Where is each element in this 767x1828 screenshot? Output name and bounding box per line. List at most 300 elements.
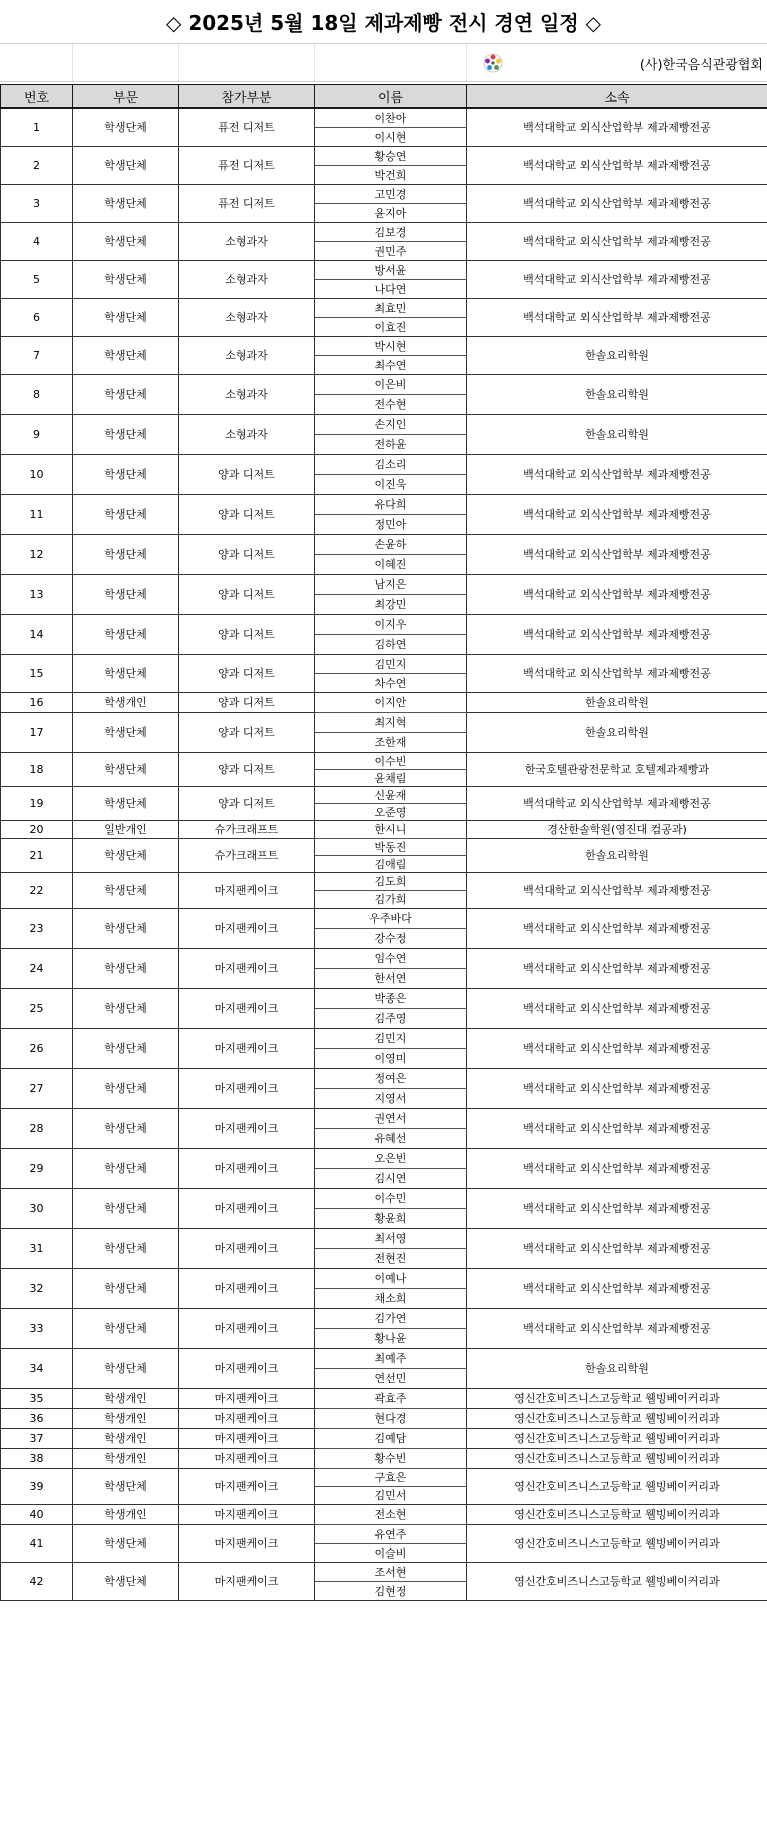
cell-category: 양과 디저트: [179, 786, 315, 820]
cell-number: 42: [1, 1562, 73, 1600]
cell-name: 김시연: [315, 1168, 467, 1188]
cell-name: 최강민: [315, 594, 467, 614]
cell-name: 현다경: [315, 1408, 467, 1428]
cell-name: 최수연: [315, 355, 467, 374]
cell-division: 학생단체: [73, 1268, 179, 1308]
cell-name: 조한재: [315, 732, 467, 752]
cell-category: 소형과자: [179, 222, 315, 260]
cell-division: 일반개인: [73, 820, 179, 838]
cell-category: 양과 디저트: [179, 454, 315, 494]
cell-number: 7: [1, 336, 73, 374]
cell-category: 마지팬케이크: [179, 1228, 315, 1268]
cell-affiliation: 백석대학교 외식산업학부 제과제빵전공: [467, 108, 767, 146]
cell-name: 이수빈: [315, 752, 467, 769]
cell-name: 전하윤: [315, 434, 467, 454]
cell-affiliation: 영신간호비즈니스고등학교 웰빙베이커리과: [467, 1468, 767, 1504]
cell-affiliation: 영신간호비즈니스고등학교 웰빙베이커리과: [467, 1388, 767, 1408]
cell-affiliation: 백석대학교 외식산업학부 제과제빵전공: [467, 1188, 767, 1228]
cell-name: 유혜선: [315, 1128, 467, 1148]
cell-division: 학생단체: [73, 414, 179, 454]
cell-category: 마지팬케이크: [179, 1268, 315, 1308]
cell-name: 김민지: [315, 1028, 467, 1048]
table-row: [1, 1388, 767, 1408]
cell-name: 김하연: [315, 634, 467, 654]
cell-division: 학생단체: [73, 614, 179, 654]
cell-division: 학생단체: [73, 574, 179, 614]
cell-affiliation: 영신간호비즈니스고등학교 웰빙베이커리과: [467, 1448, 767, 1468]
cell-name: 고민경: [315, 184, 467, 203]
cell-affiliation: 백석대학교 외식산업학부 제과제빵전공: [467, 1268, 767, 1308]
cell-category: 퓨전 디저트: [179, 146, 315, 184]
cell-number: 22: [1, 872, 73, 908]
cell-name: 채소희: [315, 1288, 467, 1308]
cell-division: 학생단체: [73, 654, 179, 692]
table-row: [1, 534, 767, 554]
table-row: [1, 184, 767, 203]
cell-name: 이효진: [315, 317, 467, 336]
cell-name: 나다연: [315, 279, 467, 298]
table-row: [1, 1348, 767, 1368]
cell-name: 유다희: [315, 494, 467, 514]
cell-division: 학생단체: [73, 988, 179, 1028]
cell-category: 마지팬케이크: [179, 1562, 315, 1600]
cell-affiliation: 백석대학교 외식산업학부 제과제빵전공: [467, 654, 767, 692]
cell-number: 6: [1, 298, 73, 336]
cell-name: 한서연: [315, 968, 467, 988]
cell-name: 최지혁: [315, 712, 467, 732]
cell-name: 유연주: [315, 1524, 467, 1543]
cell-name: 전소현: [315, 1504, 467, 1524]
cell-division: 학생단체: [73, 1228, 179, 1268]
column-header-affiliation: 소속: [467, 85, 767, 109]
cell-number: 25: [1, 988, 73, 1028]
cell-number: 35: [1, 1388, 73, 1408]
cell-name: 최예주: [315, 1348, 467, 1368]
cell-number: 40: [1, 1504, 73, 1524]
cell-name: 이수민: [315, 1188, 467, 1208]
table-row: [1, 108, 767, 127]
cell-division: 학생단체: [73, 1148, 179, 1188]
schedule-table: [0, 84, 767, 1601]
cell-number: 29: [1, 1148, 73, 1188]
cell-name: 손윤하: [315, 534, 467, 554]
cell-affiliation: 백석대학교 외식산업학부 제과제빵전공: [467, 1228, 767, 1268]
cell-number: 20: [1, 820, 73, 838]
cell-category: 소형과자: [179, 414, 315, 454]
cell-affiliation: 백석대학교 외식산업학부 제과제빵전공: [467, 260, 767, 298]
cell-division: 학생단체: [73, 454, 179, 494]
cell-name: 오은빈: [315, 1148, 467, 1168]
cell-name: 황수빈: [315, 1448, 467, 1468]
cell-category: 마지팬케이크: [179, 1388, 315, 1408]
table-row: [1, 1228, 767, 1248]
cell-division: 학생단체: [73, 948, 179, 988]
cell-category: 양과 디저트: [179, 614, 315, 654]
cell-category: 슈가크래프트: [179, 838, 315, 872]
cell-division: 학생단체: [73, 222, 179, 260]
cell-name: 강수정: [315, 928, 467, 948]
cell-affiliation: 백석대학교 외식산업학부 제과제빵전공: [467, 146, 767, 184]
cell-affiliation: 백석대학교 외식산업학부 제과제빵전공: [467, 948, 767, 988]
page-title: ◇ 2025년 5월 18일 제과제빵 전시 경연 일정 ◇: [0, 0, 767, 44]
cell-name: 신윤재: [315, 786, 467, 803]
cell-affiliation: 백석대학교 외식산업학부 제과제빵전공: [467, 988, 767, 1028]
cell-division: 학생단체: [73, 1524, 179, 1562]
cell-affiliation: 백석대학교 외식산업학부 제과제빵전공: [467, 298, 767, 336]
column-header-number: 번호: [1, 85, 73, 109]
cell-division: 학생단체: [73, 534, 179, 574]
table-row: [1, 1028, 767, 1048]
cell-category: 마지팬케이크: [179, 1448, 315, 1468]
cell-affiliation: 한국호텔관광전문학교 호텔제과제빵과: [467, 752, 767, 786]
cell-category: 마지팬케이크: [179, 1148, 315, 1188]
cell-division: 학생단체: [73, 1468, 179, 1504]
cell-name: 오준영: [315, 803, 467, 820]
cell-number: 36: [1, 1408, 73, 1428]
cell-affiliation: 백석대학교 외식산업학부 제과제빵전공: [467, 1108, 767, 1148]
cell-category: 퓨전 디저트: [179, 108, 315, 146]
cell-number: 30: [1, 1188, 73, 1228]
column-header-category: 참가부분: [179, 85, 315, 109]
cell-affiliation: 영신간호비즈니스고등학교 웰빙베이커리과: [467, 1562, 767, 1600]
cell-affiliation: 한솔요리학원: [467, 1348, 767, 1388]
cell-number: 18: [1, 752, 73, 786]
cell-affiliation: 백석대학교 외식산업학부 제과제빵전공: [467, 872, 767, 908]
cell-affiliation: 한솔요리학원: [467, 692, 767, 712]
gridline: [314, 44, 315, 81]
cell-affiliation: 영신간호비즈니스고등학교 웰빙베이커리과: [467, 1504, 767, 1524]
cell-name: 이지안: [315, 692, 467, 712]
cell-category: 마지팬케이크: [179, 1108, 315, 1148]
table-row: [1, 872, 767, 890]
cell-affiliation: 백석대학교 외식산업학부 제과제빵전공: [467, 786, 767, 820]
cell-number: 5: [1, 260, 73, 298]
cell-affiliation: 백석대학교 외식산업학부 제과제빵전공: [467, 534, 767, 574]
cell-category: 마지팬케이크: [179, 872, 315, 908]
cell-affiliation: 백석대학교 외식산업학부 제과제빵전공: [467, 574, 767, 614]
cell-name: 김도희: [315, 872, 467, 890]
cell-division: 학생단체: [73, 1068, 179, 1108]
cell-name: 전현진: [315, 1248, 467, 1268]
cell-name: 김민서: [315, 1486, 467, 1504]
cell-name: 박건희: [315, 165, 467, 184]
cell-category: 양과 디저트: [179, 534, 315, 574]
table-row: [1, 1408, 767, 1428]
cell-affiliation: 영신간호비즈니스고등학교 웰빙베이커리과: [467, 1408, 767, 1428]
cell-division: 학생단체: [73, 146, 179, 184]
cell-division: 학생단체: [73, 872, 179, 908]
cell-name: 황승연: [315, 146, 467, 165]
cell-affiliation: 백석대학교 외식산업학부 제과제빵전공: [467, 1148, 767, 1188]
cell-affiliation: 백석대학교 외식산업학부 제과제빵전공: [467, 908, 767, 948]
cell-name: 김가희: [315, 890, 467, 908]
cell-name: 이찬아: [315, 108, 467, 127]
cell-affiliation: 백석대학교 외식산업학부 제과제빵전공: [467, 184, 767, 222]
cell-name: 김소리: [315, 454, 467, 474]
cell-name: 박동진: [315, 838, 467, 855]
cell-name: 이혜진: [315, 554, 467, 574]
cell-number: 10: [1, 454, 73, 494]
cell-affiliation: 한솔요리학원: [467, 336, 767, 374]
cell-name: 김주영: [315, 1008, 467, 1028]
cell-division: 학생개인: [73, 1448, 179, 1468]
table-row: [1, 336, 767, 355]
cell-name: 권민주: [315, 241, 467, 260]
cell-number: 12: [1, 534, 73, 574]
cell-name: 이지우: [315, 614, 467, 634]
table-header-row: [1, 85, 767, 109]
cell-affiliation: 한솔요리학원: [467, 374, 767, 414]
cell-affiliation: 백석대학교 외식산업학부 제과제빵전공: [467, 1028, 767, 1068]
cell-number: 19: [1, 786, 73, 820]
organization-name: (사)한국음식관광협회: [639, 57, 763, 73]
cell-category: 마지팬케이크: [179, 1348, 315, 1388]
cell-name: 연선민: [315, 1368, 467, 1388]
cell-division: 학생단체: [73, 1562, 179, 1600]
cell-name: 손지인: [315, 414, 467, 434]
table-row: [1, 146, 767, 165]
cell-category: 마지팬케이크: [179, 1408, 315, 1428]
cell-name: 최서영: [315, 1228, 467, 1248]
cell-name: 방서윤: [315, 260, 467, 279]
cell-number: 14: [1, 614, 73, 654]
table-row: [1, 614, 767, 634]
cell-number: 13: [1, 574, 73, 614]
cell-name: 김보경: [315, 222, 467, 241]
table-row: [1, 1504, 767, 1524]
cell-affiliation: 백석대학교 외식산업학부 제과제빵전공: [467, 494, 767, 534]
cell-name: 최효민: [315, 298, 467, 317]
cell-number: 1: [1, 108, 73, 146]
table-row: [1, 1308, 767, 1328]
cell-name: 김민지: [315, 654, 467, 673]
cell-affiliation: 백석대학교 외식산업학부 제과제빵전공: [467, 454, 767, 494]
cell-division: 학생단체: [73, 260, 179, 298]
cell-category: 마지팬케이크: [179, 1188, 315, 1228]
cell-category: 양과 디저트: [179, 692, 315, 712]
cell-number: 16: [1, 692, 73, 712]
cell-division: 학생단체: [73, 752, 179, 786]
cell-affiliation: 영신간호비즈니스고등학교 웰빙베이커리과: [467, 1428, 767, 1448]
cell-division: 학생단체: [73, 1028, 179, 1068]
table-row: [1, 1268, 767, 1288]
cell-category: 마지팬케이크: [179, 988, 315, 1028]
cell-division: 학생단체: [73, 298, 179, 336]
cell-category: 양과 디저트: [179, 574, 315, 614]
table-row: [1, 820, 767, 838]
table-row: [1, 988, 767, 1008]
cell-category: 소형과자: [179, 260, 315, 298]
cell-name: 김가연: [315, 1308, 467, 1328]
table-row: [1, 752, 767, 769]
cell-category: 퓨전 디저트: [179, 184, 315, 222]
cell-category: 마지팬케이크: [179, 1308, 315, 1348]
table-row: [1, 692, 767, 712]
cell-division: 학생단체: [73, 1348, 179, 1388]
table-row: [1, 1188, 767, 1208]
cell-division: 학생단체: [73, 712, 179, 752]
cell-number: 2: [1, 146, 73, 184]
cell-name: 차수연: [315, 673, 467, 692]
cell-name: 박종은: [315, 988, 467, 1008]
cell-category: 양과 디저트: [179, 752, 315, 786]
cell-category: 양과 디저트: [179, 654, 315, 692]
column-header-name: 이름: [315, 85, 467, 109]
table-row: [1, 1068, 767, 1088]
cell-number: 8: [1, 374, 73, 414]
cell-affiliation: 한솔요리학원: [467, 712, 767, 752]
cell-category: 양과 디저트: [179, 494, 315, 534]
table-row: [1, 1428, 767, 1448]
cell-name: 김현정: [315, 1581, 467, 1600]
cell-name: 이시현: [315, 127, 467, 146]
table-row: [1, 1108, 767, 1128]
cell-number: 37: [1, 1428, 73, 1448]
cell-number: 15: [1, 654, 73, 692]
cell-affiliation: 한솔요리학원: [467, 414, 767, 454]
cell-name: 곽효주: [315, 1388, 467, 1408]
table-row: [1, 908, 767, 928]
table-row: [1, 838, 767, 855]
cell-number: 41: [1, 1524, 73, 1562]
cell-category: 마지팬케이크: [179, 908, 315, 948]
cell-name: 임수연: [315, 948, 467, 968]
cell-category: 마지팬케이크: [179, 1524, 315, 1562]
cell-division: 학생개인: [73, 1504, 179, 1524]
cell-category: 슈가크래프트: [179, 820, 315, 838]
cell-division: 학생개인: [73, 1388, 179, 1408]
cell-affiliation: 한솔요리학원: [467, 838, 767, 872]
cell-number: 34: [1, 1348, 73, 1388]
cell-number: 3: [1, 184, 73, 222]
cell-affiliation: 백석대학교 외식산업학부 제과제빵전공: [467, 614, 767, 654]
cell-affiliation: 백석대학교 외식산업학부 제과제빵전공: [467, 1068, 767, 1108]
cell-affiliation: 백석대학교 외식산업학부 제과제빵전공: [467, 1308, 767, 1348]
cell-number: 32: [1, 1268, 73, 1308]
cell-name: 김예담: [315, 1428, 467, 1448]
cell-category: 마지팬케이크: [179, 1068, 315, 1108]
organization-header-row: [0, 44, 767, 82]
cell-number: 11: [1, 494, 73, 534]
table-row: [1, 574, 767, 594]
cell-number: 21: [1, 838, 73, 872]
table-row: [1, 260, 767, 279]
table-row: [1, 654, 767, 673]
cell-number: 33: [1, 1308, 73, 1348]
cell-name: 이진욱: [315, 474, 467, 494]
cell-number: 28: [1, 1108, 73, 1148]
cell-name: 윤지아: [315, 203, 467, 222]
cell-category: 마지팬케이크: [179, 1468, 315, 1504]
cell-name: 조서현: [315, 1562, 467, 1581]
cell-number: 24: [1, 948, 73, 988]
cell-category: 마지팬케이크: [179, 1504, 315, 1524]
cell-number: 4: [1, 222, 73, 260]
table-row: [1, 1468, 767, 1486]
cell-name: 이예나: [315, 1268, 467, 1288]
cell-division: 학생단체: [73, 374, 179, 414]
cell-number: 26: [1, 1028, 73, 1068]
cell-division: 학생단체: [73, 786, 179, 820]
cell-name: 구효은: [315, 1468, 467, 1486]
cell-affiliation: 영신간호비즈니스고등학교 웰빙베이커리과: [467, 1524, 767, 1562]
cell-name: 정여은: [315, 1068, 467, 1088]
table-row: [1, 222, 767, 241]
cell-division: 학생단체: [73, 1188, 179, 1228]
table-row: [1, 414, 767, 434]
cell-name: 이은비: [315, 374, 467, 394]
cell-category: 양과 디저트: [179, 712, 315, 752]
table-row: [1, 494, 767, 514]
table-row: [1, 786, 767, 803]
table-row: [1, 1524, 767, 1543]
table-row: [1, 948, 767, 968]
cell-division: 학생단체: [73, 336, 179, 374]
cell-name: 이영미: [315, 1048, 467, 1068]
cell-category: 마지팬케이크: [179, 1028, 315, 1068]
cell-division: 학생단체: [73, 184, 179, 222]
gridline: [72, 44, 73, 81]
cell-name: 권연서: [315, 1108, 467, 1128]
cell-number: 31: [1, 1228, 73, 1268]
cell-affiliation: 경산한솔학원(영진대 컴공과): [467, 820, 767, 838]
table-row: [1, 454, 767, 474]
cell-name: 윤채림: [315, 769, 467, 786]
association-logo-icon: [482, 52, 504, 74]
cell-number: 38: [1, 1448, 73, 1468]
table-row: [1, 1448, 767, 1468]
cell-category: 소형과자: [179, 336, 315, 374]
cell-name: 정민아: [315, 514, 467, 534]
cell-division: 학생단체: [73, 1308, 179, 1348]
gridline: [178, 44, 179, 81]
table-row: [1, 1562, 767, 1581]
cell-division: 학생개인: [73, 1428, 179, 1448]
cell-number: 23: [1, 908, 73, 948]
table-row: [1, 298, 767, 317]
cell-division: 학생단체: [73, 494, 179, 534]
cell-division: 학생단체: [73, 838, 179, 872]
cell-category: 마지팬케이크: [179, 1428, 315, 1448]
cell-division: 학생개인: [73, 1408, 179, 1428]
cell-number: 9: [1, 414, 73, 454]
cell-name: 황나윤: [315, 1328, 467, 1348]
cell-number: 27: [1, 1068, 73, 1108]
gridline: [466, 44, 467, 81]
table-row: [1, 374, 767, 394]
cell-division: 학생단체: [73, 1108, 179, 1148]
cell-affiliation: 백석대학교 외식산업학부 제과제빵전공: [467, 222, 767, 260]
cell-division: 학생단체: [73, 908, 179, 948]
table-row: [1, 1148, 767, 1168]
cell-category: 소형과자: [179, 298, 315, 336]
cell-name: 김애림: [315, 855, 467, 872]
cell-category: 소형과자: [179, 374, 315, 414]
cell-number: 17: [1, 712, 73, 752]
cell-name: 우주바다: [315, 908, 467, 928]
cell-name: 한시니: [315, 820, 467, 838]
column-header-division: 부문: [73, 85, 179, 109]
cell-division: 학생단체: [73, 108, 179, 146]
cell-name: 황윤희: [315, 1208, 467, 1228]
cell-name: 박시현: [315, 336, 467, 355]
cell-name: 이슬비: [315, 1543, 467, 1562]
cell-name: 전수현: [315, 394, 467, 414]
table-row: [1, 712, 767, 732]
cell-division: 학생개인: [73, 692, 179, 712]
cell-name: 지영서: [315, 1088, 467, 1108]
cell-name: 남지은: [315, 574, 467, 594]
